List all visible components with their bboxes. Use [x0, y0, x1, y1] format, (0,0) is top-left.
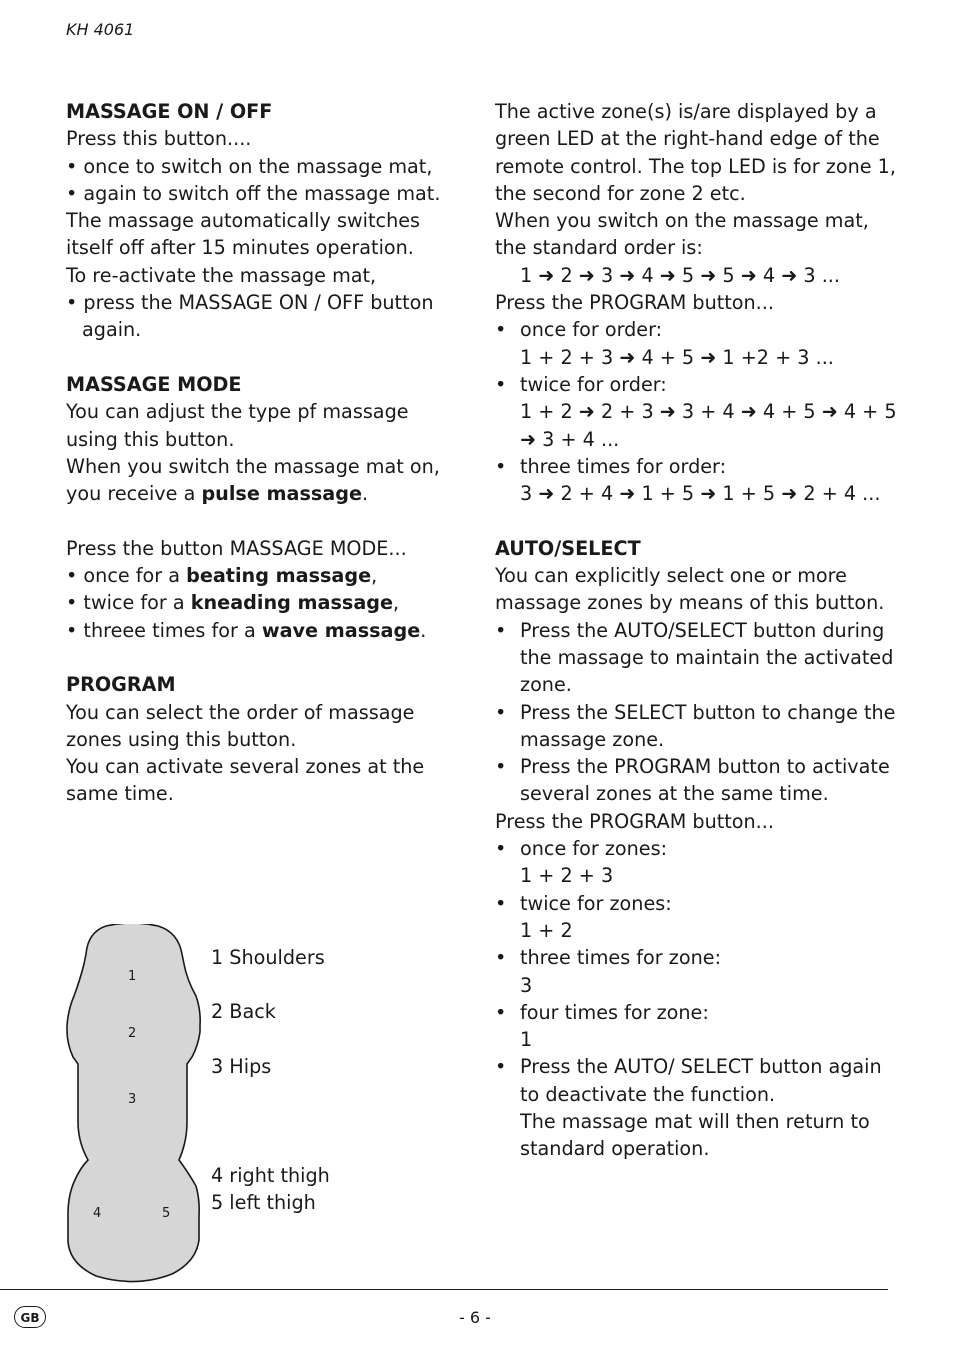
- footer-divider: [0, 1289, 888, 1290]
- order-option-once: • once for order:: [495, 316, 905, 343]
- auto-off-text: The massage automatically switches itself off after 15 minutes operation.: [66, 209, 421, 260]
- zone-value-four: 1: [520, 1028, 533, 1052]
- mode-option-kneading: • twice for a kneading massage,: [66, 591, 400, 615]
- auto-select-bullet: • Press the AUTO/SELECT button during the massage to maintain the activated zone.: [495, 617, 905, 699]
- zone-number-4: 4: [93, 1206, 102, 1221]
- left-column: [66, 98, 466, 808]
- legend-right-thigh: 4 right thigh: [211, 1164, 330, 1187]
- zone-option-three: • three times for zone:: [495, 944, 905, 971]
- bullet-switch-off: • again to switch off the massage mat.: [66, 181, 441, 205]
- bullet-switch-on: • once to switch on the massage mat,: [66, 154, 433, 178]
- country-badge: GB: [14, 1306, 46, 1328]
- program-heading: PROGRAM: [66, 673, 176, 697]
- zone-value-once: 1 + 2 + 3: [520, 864, 614, 888]
- mode-option-beating: • once for a beating massage,: [66, 564, 378, 588]
- deactivate-bullet: • Press the AUTO/ SELECT button again to deactivate the function.: [495, 1053, 905, 1108]
- zone-number-1: 1: [128, 969, 137, 984]
- massage-mode-heading: MASSAGE MODE: [66, 372, 242, 396]
- legend-shoulders: 1 Shoulders: [211, 946, 325, 969]
- legend-left-thigh: 5 left thigh: [211, 1191, 316, 1214]
- pulse-massage-label: pulse massage: [201, 482, 363, 506]
- auto-select-text: You can explicitly select one or more massage zones by means of this button.: [495, 564, 885, 615]
- standard-order-sequence: 1 ➜ 2 ➜ 3 ➜ 4 ➜ 5 ➜ 5 ➜ 4 ➜ 3 ...: [520, 263, 840, 287]
- zone-option-four: • four times for zone:: [495, 999, 905, 1026]
- default-massage-text: When you switch the massage mat on, you receive a pulse massage.: [66, 454, 440, 506]
- press-button-text: Press this button....: [66, 127, 252, 151]
- led-intro-text: The active zone(s) is/are displayed by a green LED at the right-hand edge of the remote control. The top LED is for zone 1, the second for zone 2 etc.: [495, 100, 896, 205]
- press-mode-text: Press the button MASSAGE MODE...: [66, 536, 407, 560]
- page-number: - 6 -: [459, 1308, 491, 1327]
- auto-select-heading: AUTO/SELECT: [495, 536, 641, 560]
- legend-back: 2 Back: [211, 1000, 276, 1023]
- standard-order-intro: When you switch on the massage mat, the standard order is:: [495, 209, 869, 260]
- legend-hips: 3 Hips: [211, 1055, 272, 1078]
- mode-option-wave: • threee times for a wave massage.: [66, 618, 427, 642]
- select-bullet: • Press the SELECT button to change the massage zone.: [495, 699, 905, 754]
- massage-mat-diagram: [66, 924, 202, 1284]
- order-sequence-twice: 1 + 2 ➜ 2 + 3 ➜ 3 + 4 ➜ 4 + 5 ➜ 4 + 5 ➜ 3 + 4 ...: [520, 400, 897, 451]
- zone-option-twice: • twice for zones:: [495, 890, 905, 917]
- bullet-press-on-off: • press the MASSAGE ON / OFF button again.: [66, 291, 434, 342]
- program-text: You can select the order of massage zones using this button.: [66, 700, 415, 751]
- program-zones-text: You can activate several zones at the same time.: [66, 755, 425, 806]
- right-column: [495, 98, 905, 1163]
- massage-mode-text: You can adjust the type pf massage using this button.: [66, 400, 409, 451]
- order-option-twice: • twice for order:: [495, 371, 905, 398]
- press-program-text-2: Press the PROGRAM button...: [495, 809, 774, 833]
- program-bullet: • Press the PROGRAM button to activate several zones at the same time.: [495, 753, 905, 808]
- model-number: KH 4061: [66, 20, 135, 39]
- massage-on-off-heading: MASSAGE ON / OFF: [66, 100, 273, 123]
- zone-number-5: 5: [162, 1206, 171, 1221]
- order-sequence-three: 3 ➜ 2 + 4 ➜ 1 + 5 ➜ 1 + 5 ➜ 2 + 4 ...: [520, 482, 881, 506]
- zone-number-3: 3: [128, 1092, 137, 1107]
- order-sequence-once: 1 + 2 + 3 ➜ 4 + 5 ➜ 1 +2 + 3 ...: [520, 345, 834, 369]
- reactivate-text: To re-activate the massage mat,: [66, 263, 377, 287]
- zone-option-once: • once for zones:: [495, 835, 905, 862]
- return-standard-note: The massage mat will then return to standard operation.: [520, 1109, 870, 1161]
- order-option-three: • three times for order:: [495, 453, 905, 480]
- press-program-text: Press the PROGRAM button...: [495, 291, 774, 315]
- zone-number-2: 2: [128, 1026, 137, 1041]
- zone-value-three: 3: [520, 973, 533, 997]
- zone-value-twice: 1 + 2: [520, 918, 573, 942]
